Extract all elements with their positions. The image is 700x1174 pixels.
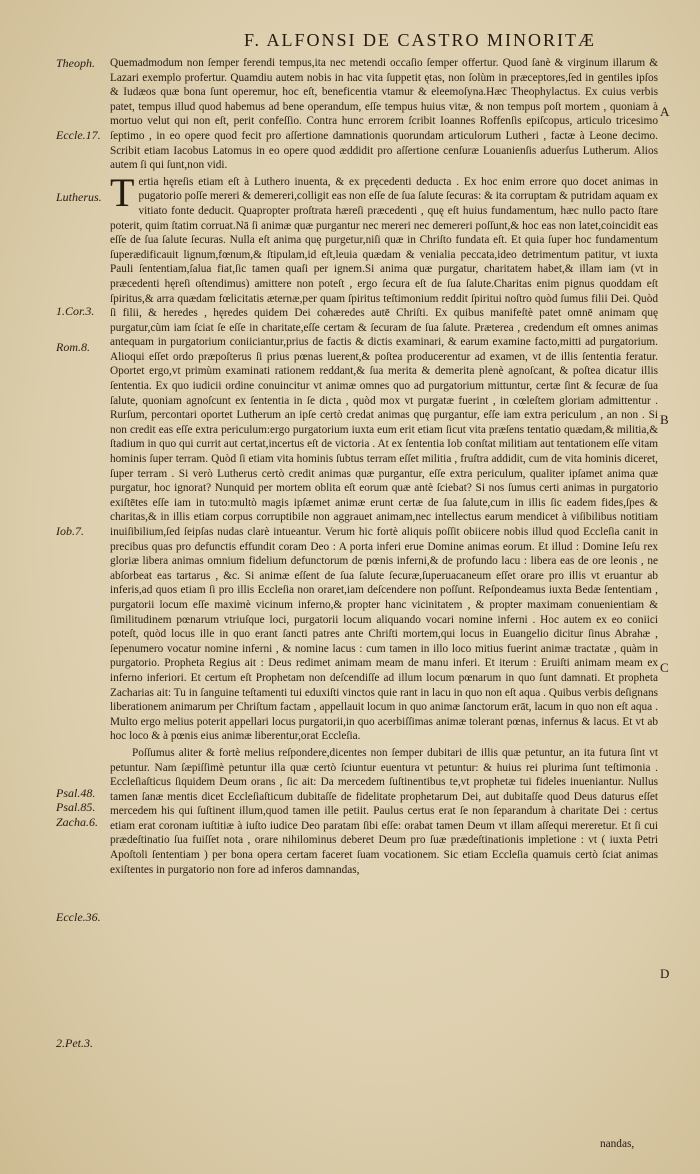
section-letter-c: C [660,660,669,675]
paragraph-2-text: ertia hęreſis etiam eſt à Luthero inuenta, & ex pręcedenti deducta . Ex hoc enim errore quo docet animas in pugatorio poſſe mereri & demereri,colligit eas non eſſe de ſua ſalute ſecuras: & ita corruptam & putridam aquam ex vitiato fonte deducit. Quapropter proſtrata hæreſi præcedenti , quę eſt huius fundamentum, hæc nullo pacto ſtare poterit, quim ſtatim corruat.Nā ſi animæ quæ purgantur nec mereri nec demereri poſſunt,& hoc eas non latet,coincidit eas eſſe de ſua ſalute ſecuras. Nulla eſt anima quę purgetur,niſi quæ in Chriſto fundata eſt. Et quia ſuper hoc fundamentum ſuperædificauit lignum,fœnum,& ſtipulam,id eſt,leuia quædam & venialia peccata,ideo detrimentum patitur, vt iuxta Pauli ſententiam,ſalua fiat,ſic tamen quaſi per ignem.Si anima quæ purgatur, charitatem habet,& illam iam (vt in præcedenti hęreſi oſtendimus) amittere non poteſt , ergo ſecura eſt de ſua ſalute.Charitas enim pignus quoddam eſt ſpiritus,& arra quædam fœlicitatis æternæ,per quam ſpiritus teſtimonium reddit ſpiritui noſtro quòd ſumus filii Dei. Quòd ſi filii, & heredes , hęredes quidem Dei cohæredes autē Chriſti. Ex quibus manifeſtè patet omnē animam quę purgatur,cùm iam ſciat ſe eſſe in charitate,eſſe certam & ſecuram de ſua ſalute. Præterea , credendum eſt omnes animas antequam in purgatorium coniiciantur,prius de factis & dictis examinari, & earum examine facto,mitti ad purgatorium. Alioqui eſſet ordo præpoſterus ſi prius pœnas luerent,& poſtea producerentur ad examen, vt de illis ſententia feratur. Oportet ergo,vt primùm examinati rationem reddant,& ſua merita & demerita plenè agnoſcant, & poſtea dicatur illis ſententia. Ex quo iudicii ordine conuincitur vt animæ omnes quo ad purgatorium mittuntur, certæ ſint & ſecuræ de ſua ſalute, quoniam agnoſcunt ex ſententia in ſe dicta , quòd mox vt purgatæ fuerint , in cœleſtem gloriam admittentur . Rurſum, percontari oportet Lutherum an ipſe certò credat animas quę purgantur, eſſe iam extra periculum , an non . Si non credit eas eſſe extra periculum:ergo purgatorium iuxta eum erit etiam ſicut vita præſens tentatio quædam,& militia,& ſtadium in quo qui currit aut certat,incertus eſt de victoria . At ex ſententia Iob conſtat militiam aut tentationem eſſe vitam hominis ſuper terram. Quòd ſi etiam vita hominis ſubtus terram eſſet militia , fruſtra addidit, cum de vita hominis diceret, ſuper terram . Si verò Lutherus certò credit animas quæ purgantur, eſſe extra periculum, qualiter ipſamet anima quæ purgatur, hoc ignorat? Nunquid per mortem oblita eſt eorum quæ antè ſciebat? Si nos ſumus certi animas in purgatorio exiſtētes eſſe iam in tuto:multò magis ipſæmet animæ erunt certæ de ſua ſalute,cum in illis ſic eadem fides,ſpes & charitas,& in illis etiam corpus corruptibile non aggrauet animam,nec intellectus earum mendicet à viſibilibus notitiam inuiſibilium,ſed ſeipſas nudas clarè intueantur. Verum hic fortè aliquis poſſit obiicere nobis illud quod Eccleſia canit in precibus quas pro defunctis effundit coram Deo : A porta inferi erue Domine animas eorum. Et illud : Domine Ieſu rex gloriæ libera animas omnium fidelium defunctorum de pœnis inferni,& de profundo lacu : libera eas de ore leonis , ne abſorbeat eas tartarus , &c. Si animæ eſſent de ſua ſalute ſecuræ,ſuperuacaneum eſſet orare pro illis vt eruantur ab inferis,ad quos etiam ſi pro illis Eccleſia non oraret,iam deſcendere non poſſunt. Reſpondeamus iuxta Bedæ ſententiam , purgatorii locum eſſe maximè vicinum inferno,& propter hanc vicinitatem , & propter maximam conuenientiam & ſimilitudinem pœnarum vtriuſque loci, purgatorii locum aliquando vocari nomine inferni . Hoc autem ex eo coniici poteſt, quòd locus ille in quo erant ſancti patres ante Chriſti mortem,qui locus in Euangelio dicitur ſinus Abrahæ , ſepenumero vocatur nomine inferni , & nomine lacus : cum tamen in illo loco mitius fuerint animæ tractatæ , quàm in purgatorio. Propheta Regius ait : Deus redimet animam meam de manu inferi. Et iterum : Eruiſti animam meam ex inferno inferiori. Et certum eſt Prophetam non deſcendiſſe ad illum locum pœnarum in quo ſunt damnati. Et propheta Zacharias ait: Tu in ſanguine teſtamenti tui eduxiſti vinctos quie rant in lacu in quo non eſt aqua . Quibus verbis deſignans liberationem animarum per Chriſtum factam , appellauit locum in quo animæ ſanctorum erāt, lacum in quo non eſt aqua . Multo ergo melius poterit appellari locus purgatorii,in quo acerbiſſimas animæ tolerant pœnas, infernus & lacus. Et vt ab hoc loco & à pœnis eius animæ liberentur,orat Eccleſia. [110,175,658,743]
margin-note-eccle-17: Eccle.17. [56,128,101,142]
margin-note-lutherus: Lutherus. [56,190,102,204]
paragraph-2 [110,169,658,744]
margin-note-iob-7: Iob.7. [56,524,84,538]
catchword: nandas, [600,1138,635,1150]
section-letter-a: A [660,104,670,119]
margin-note-psal-85: Psal.85. [56,800,96,814]
running-head: F. ALFONSI DE CASTRO MINORITÆ [243,30,597,50]
margin-note-rom-8: Rom.8. [56,340,90,354]
paragraph-3: Poſſumus aliter & fortè melius reſpondere,dicentes non ſemper dubitari de illis quæ petuntur, an ita futura ſint vt petuntur. Nam ſæpiſſimè petuntur illa quæ certò ſciuntur euentura vt petuntur: & huius rei plurima ſunt teſtimonia . Eccleſiaſticus ſiquidem Deum orans , ſic ait: Da mercedem ſuſtinentibus te,vt prophetæ tui fideles inueniantur. Nullus tamen ſanæ mentis dicet Eccleſiaſticum dubitaſſe de fidelitate prophetarum Dei, aut dubitaſſe quod Deus daturus eſſet mercedem his qui ſuſtinent illum,quod tamen ille petiit. Paulus certus erat ſe non ſeparandum à charitate Dei : certus etiam erat coronam iuſtitiæ à iuſto iudice Deo paratam ſibi eſſe: orabat tamen Deum vt illam aſſequi mereretur. Et ſi cui prædeſtinatio ſua fuiſſet nota , orare nihilominus deberet Deum pro ſuæ prædeſtinationis impletione : vt ( iuxta Petri Apoſtoli ſententiam ) per bona opera certam faceret ſuam vocationem. Sic etiam Eccleſia quamuis certò ſciat animas exiſtentes in purgatorio non fore ad inferos damnandas, [110,746,658,876]
paragraph-1: Quemadmodum non ſemper ferendi tempus,ita nec metendi occaſio ſemper offertur. Quod ſanè & virginum illarum & Lazari exemplo profertur. Quamdiu autem nobis in hac vita ſuppetit ętas, non ſolùm in præceptores,ſed in gentiles ipſos & Iudæos quæ bona ſunt operemur, hoc eſt, beneficentia vtamur & eleemoſyna.Hæc Theophylactus. Ex cuius verbis patet, tempus illud quod habemus ad bene operandum, eſſe tempus huius vitæ, & non tempus poſt mortem , quoniam à mortuo velut qui non eſt, perit confeſſio. Contra hunc errorem ſcribit Ioannes Roffenſis epiſcopus, articulo tricesimo ſeptimo , in eo opere quod fecit pro aſſertione damnationis quorundam articulorum Lutheri , factæ à Leone decimo. Scribit etiam Iacobus Latomus in eo opere quod æddidit pro aſſertione cenſuræ Louanienſis aduerſus Lutherum. Alios autem ſi qui ſunt,non vidi. [110,57,658,172]
margin-note-2-pet-3: 2.Pet.3. [56,1036,93,1050]
margin-note-psal-48: Psal.48. [56,786,96,800]
section-letter-b: B [660,412,669,427]
margin-note-zacha-6: Zacha.6. [56,815,98,829]
section-letter-d: D [660,966,670,981]
margin-note-1-cor-3: 1.Cor.3. [56,304,95,318]
margin-note-eccle-36: Eccle.36. [56,910,101,924]
main-text-column [110,56,658,879]
margin-note-theoph: Theoph. [56,56,95,70]
drop-cap: T [110,169,135,215]
